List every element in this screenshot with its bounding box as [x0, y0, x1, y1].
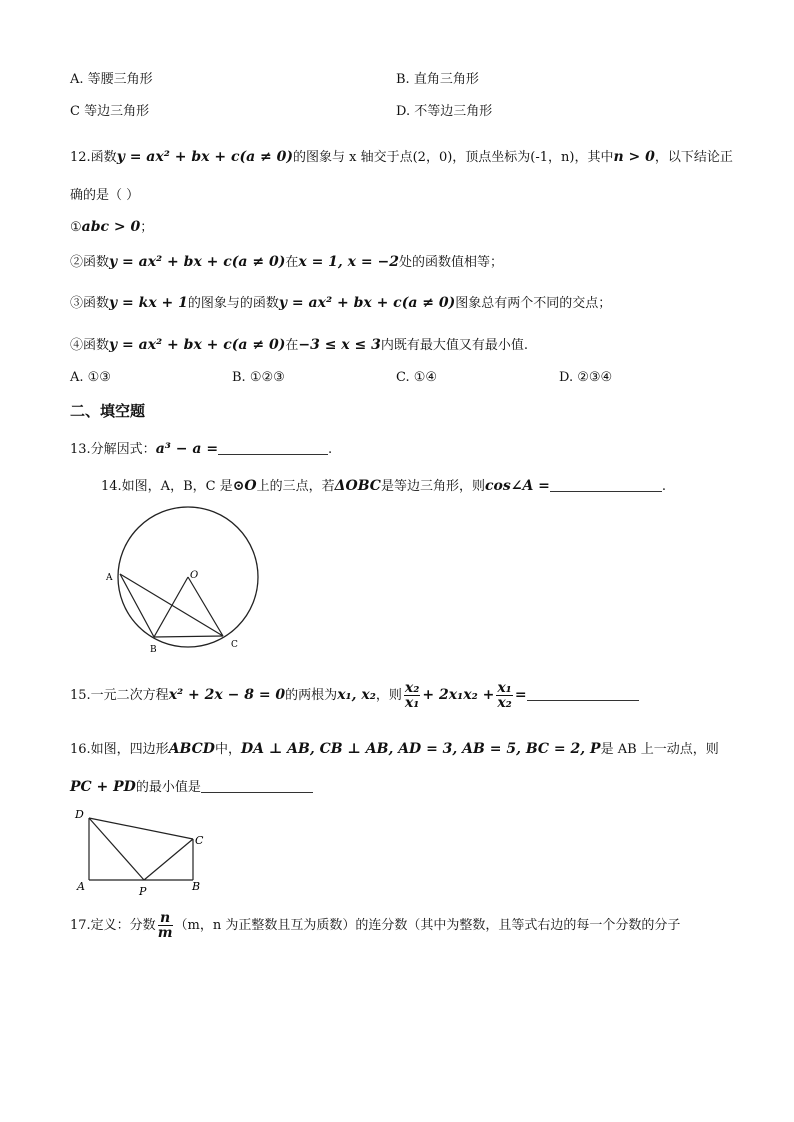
statement-end: 处的函数值相等；: [398, 255, 503, 270]
statement-end: 图象总有两个不同的交点；: [455, 296, 612, 311]
fraction-x1-over-x2: [496, 681, 512, 710]
q14-triangle: ΔOBC: [334, 478, 381, 494]
statement-func: y = ax² + bx + c(a ≠ 0): [109, 254, 286, 270]
segment-ob: [154, 577, 188, 637]
statement-prefix: ②函数: [70, 255, 110, 270]
fraction-denominator: x₁: [404, 695, 420, 711]
fraction-denominator: m: [157, 925, 173, 941]
segment-pc: [144, 839, 193, 880]
q14-circle: ⊙O: [232, 478, 257, 494]
q12-function: y = ax² + bx + c(a ≠ 0): [116, 149, 294, 165]
statement-prefix: ③函数: [70, 296, 110, 311]
fraction-numerator: x₁: [497, 680, 512, 696]
q16-line2-end: 的最小值是: [135, 780, 201, 795]
label-c: C: [231, 640, 238, 650]
label-c: C: [195, 834, 204, 847]
q13-end: .: [328, 442, 333, 457]
fraction-denominator: x₂: [497, 695, 512, 711]
q12-statement-1: [70, 216, 153, 235]
q12-option-a: A. ①③: [70, 370, 111, 385]
q15-prefix: 15.一元二次方程: [70, 688, 169, 703]
label-a: A: [106, 573, 113, 583]
q14-end: .: [661, 479, 667, 494]
q16-quad: ABCD: [168, 741, 215, 757]
q16-end: 是 AB 上一动点，则: [600, 742, 719, 757]
answer-blank[interactable]: [201, 780, 313, 793]
label-a: A: [77, 880, 85, 893]
q17: [70, 911, 680, 940]
q11-option-a: A. 等腰三角形: [70, 72, 153, 87]
statement-func1: y = kx + 1: [109, 295, 188, 311]
answer-blank[interactable]: [218, 442, 328, 455]
q12-text1: 的图象与 x 轴交于点(2，0)，顶点坐标为(-1，n)，其中: [293, 150, 614, 165]
q13-expr: a³ − a =: [155, 441, 219, 457]
fraction-x2-over-x1: [404, 681, 420, 710]
q12-statement-2: [70, 251, 503, 270]
statement-func2: y = ax² + bx + c(a ≠ 0): [278, 295, 456, 311]
q17-text: （m，n 为正整数且互为质数）的连分数（其中为整数，且等式右边的每一个分数的分子: [174, 918, 681, 933]
section-title-fill-in: 二、填空题: [70, 402, 146, 420]
q17-prefix: 17.定义：分数: [70, 918, 156, 933]
answer-blank[interactable]: [550, 479, 662, 492]
fraction-numerator: x₂: [404, 680, 420, 696]
answer-blank[interactable]: [527, 688, 639, 701]
q12-prefix: 12.函数: [70, 150, 117, 165]
label-b: B: [192, 880, 201, 893]
fraction-n-over-m: [158, 911, 173, 940]
q12-statement-4: [70, 334, 528, 353]
statement-mid: 的图象与的函数: [187, 296, 279, 311]
q16-expr: PC + PD: [70, 779, 136, 795]
statement-expr: x = 1, x = −2: [298, 254, 399, 270]
q12-option-d: D. ②③④: [559, 370, 613, 385]
q13-prefix: 13.分解因式：: [70, 442, 156, 457]
statement-mid: 在: [285, 338, 299, 353]
label-b: B: [150, 645, 157, 655]
q12-line2: 确的是（ ）: [70, 188, 140, 203]
q15-mid: 的两根为: [285, 688, 338, 703]
q15-then: ，则: [375, 688, 402, 703]
q15-roots: x₁, x₂: [337, 687, 376, 703]
label-o: O: [190, 570, 199, 581]
q12-condition: n > 0: [613, 149, 655, 165]
q16-quadrilateral-figure: [70, 802, 210, 900]
statement-number: ①: [70, 220, 82, 235]
fraction-numerator: n: [158, 911, 173, 926]
q15-middle: + 2x₁x₂ +: [422, 687, 495, 703]
q16-line2: [70, 776, 313, 795]
q14-prefix: 14.如图，A，B，C 是: [101, 479, 233, 494]
statement-expr: −3 ≤ x ≤ 3: [298, 337, 381, 353]
q12-option-b: B. ①②③: [232, 370, 285, 385]
q12-statement-3: [70, 292, 611, 311]
q14: [101, 475, 666, 494]
statement-func: y = ax² + bx + c(a ≠ 0): [109, 337, 286, 353]
q12-option-c: C. ①④: [396, 370, 438, 385]
q14-mid2: 是等边三角形，则: [380, 479, 485, 494]
q12-text2: ，以下结论正: [654, 150, 733, 165]
q14-cos: cos∠A =: [484, 478, 550, 494]
q15-equals: =: [514, 687, 527, 703]
q11-option-b: B. 直角三角形: [396, 72, 479, 87]
q15-equation: x² + 2x − 8 = 0: [168, 687, 286, 703]
q14-circle-figure: [100, 505, 280, 665]
q11-option-d: D. 不等边三角形: [396, 104, 493, 119]
statement-prefix: ④函数: [70, 338, 110, 353]
q16-line1: [70, 738, 719, 757]
statement-mid: 在: [285, 255, 299, 270]
q13: [70, 438, 332, 457]
q15: [70, 681, 639, 710]
segment-bc: [154, 636, 223, 637]
q14-mid: 上的三点，若: [256, 479, 335, 494]
label-d: D: [75, 808, 84, 821]
segment-ab: [120, 574, 154, 637]
q16-mid: 中，: [214, 742, 241, 757]
q12-line1: [70, 146, 733, 165]
segment-oc: [188, 577, 223, 636]
label-p: P: [139, 885, 147, 898]
statement-end: 内既有最大值又有最小值.: [380, 338, 529, 353]
q16-condition: DA ⊥ AB, CB ⊥ AB, AD = 3, AB = 5, BC = 2, P: [240, 741, 601, 757]
q16-prefix: 16.如图，四边形: [70, 742, 169, 757]
statement-end: ；: [140, 220, 154, 235]
q11-option-c: C 等边三角形: [70, 104, 150, 119]
statement-expr: abc > 0: [81, 219, 141, 235]
